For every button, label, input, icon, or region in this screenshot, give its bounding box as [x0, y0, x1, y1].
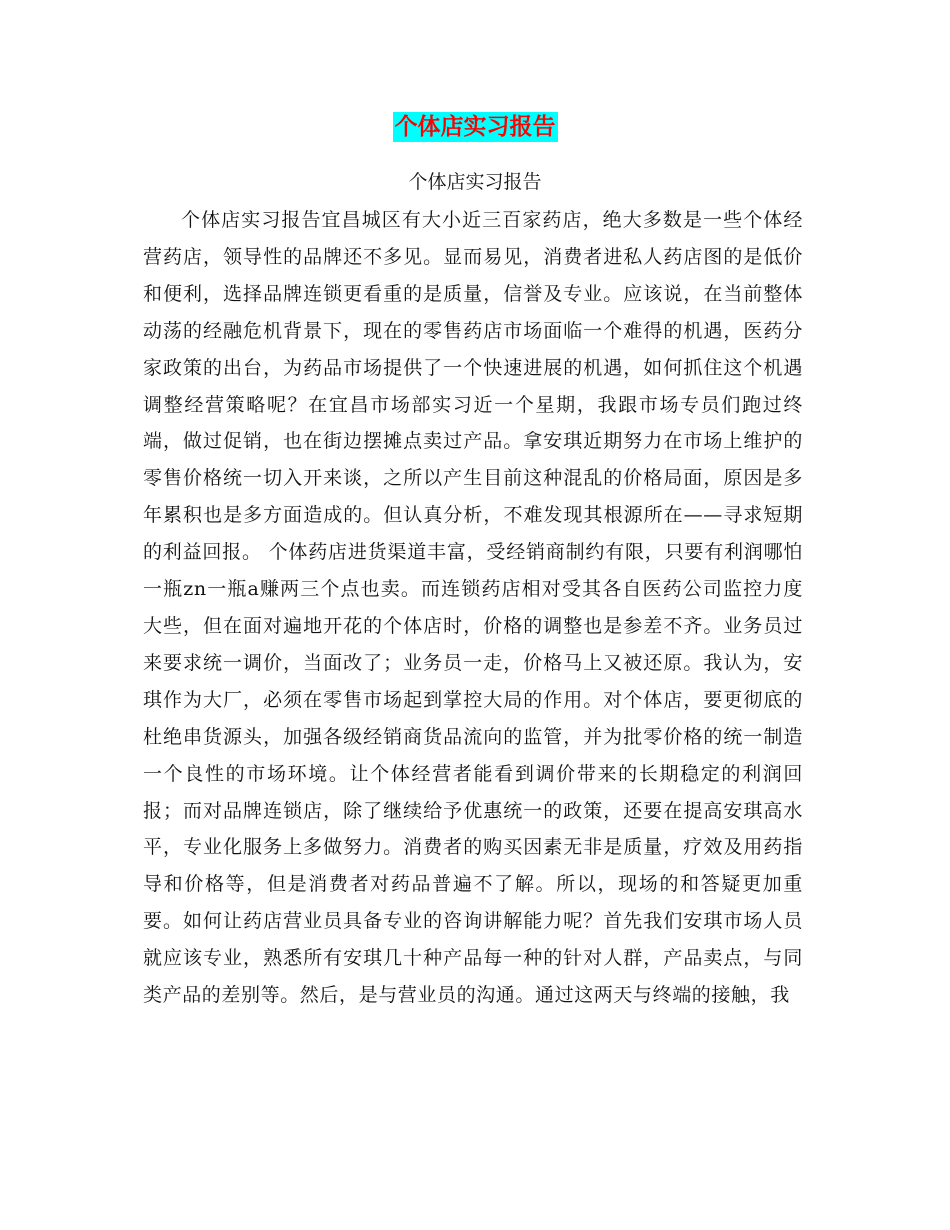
document-title: 个体店实习报告 [394, 114, 556, 140]
body-paragraph: 个体店实习报告宜昌城区有大小近三百家药店，绝大多数是一些个体经营药店，领导性的品牌还不多见。显而易见，消费者进私人药店图的是低价和便利，选择品牌连锁更看重的是质量，信誉及专业。应该说，在当前整体动荡的经融危机背景下，现在的零售药店市场面临一个难得的机遇，医药分家政策的出台，为药品市场提供了一个快速进展的机遇，如何抓住这个机遇调整经营策略呢？在宜昌市场部实习近一个星期，我跟市场专员们跑过终端，做过促销，也在街边摆摊点卖过产品。拿安琪近期努力在市场上维护的零售价格统一切入开来谈，之所以产生目前这种混乱的价格局面，原因是多年累积也是多方面造成的。但认真分析，不难发现其根源所在——寻求短期的利益回报。 个体药店进货渠道丰富，受经销商制约有限，只要有利润哪怕一瓶zn一瓶a赚两三个点也卖。而连锁药店相对受其各自医药公司监控力度大些，但在面对遍地开花的个体店时，价格的调整也是参差不齐。业务员过来要求统一调价，当面改了；业务员一走，价格马上又被还原。我认为，安琪作为大厂，必须在零售市场起到掌控大局的作用。对个体店，要更彻底的杜绝串货源头，加强各级经销商货品流向的监管，并为批零价格的统一制造一个良性的市场环境。让个体经营者能看到调价带来的长期稳定的利润回报；而对品牌连锁店，除了继续给予优惠统一的政策，还要在提高安琪高水平，专业化服务上多做努力。消费者的购买因素无非是质量，疗效及用药指导和价格等，但是消费者对药品普遍不了解。所以，现场的和答疑更加重要。如何让药店营业员具备专业的咨询讲解能力呢？首先我们安琪市场人员就应该专业，熟悉所有安琪几十种产品每一种的针对人群，产品卖点，与同类产品的差别等。然后，是与营业员的沟通。通过这两天与终端的接触，我 [143, 209, 803, 1007]
document-subtitle: 个体店实习报告 [408, 171, 542, 193]
title-container [0, 112, 950, 142]
